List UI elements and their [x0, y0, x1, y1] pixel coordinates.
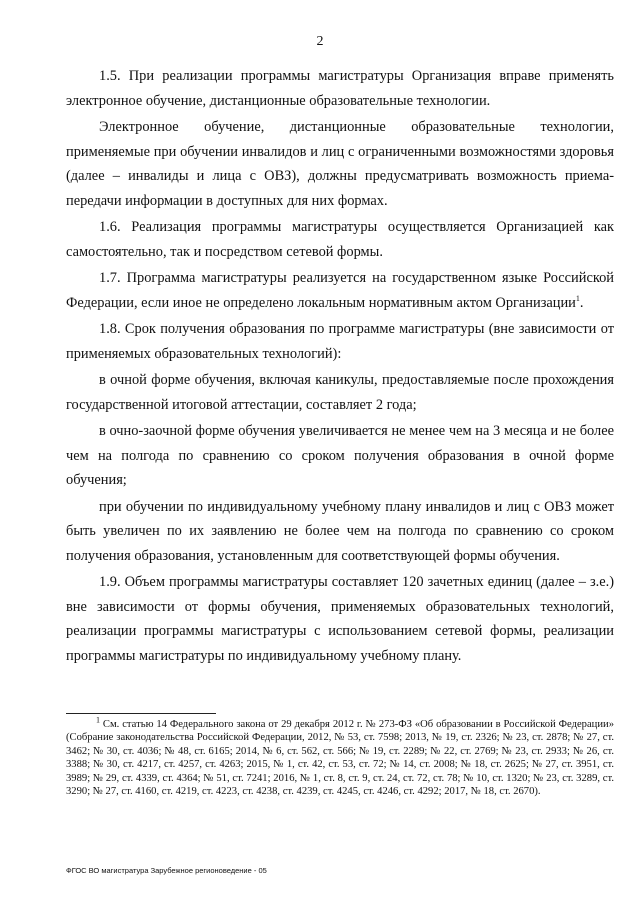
paragraph-1-7: 1.7. Программа магистратуры реализуется на государственном языке Российской Федерации, если иное не определено локальным нормативным актом Организации$^1$. — [66, 270, 614, 311]
document-body — [66, 64, 614, 670]
paragraph-full-time: в очной форме обучения, включая каникулы, предоставляемые после прохождения государственной итоговой аттестации, составляет 2 года; — [66, 372, 614, 413]
paragraph-1-9: 1.9. Объем программы магистратуры составляет 120 зачетных единиц (далее – з.е.) вне зависимости от формы обучения, применяемых образовательных технологий, реализации программы магистратуры с использованием сетевой формы, реализации программы магистратуры по индивидуальному учебному плану. — [66, 574, 614, 664]
footnote-text: См. статью 14 Федерального закона от 29 декабря 2012 г. № 273-ФЗ «Об образовании в Российской Федерации» (Собрание законодательства Российской Федерации, 2012, № 53, ст. 7598; 2013, № 19, ст. 2326; № 23, ст. 2878; № 27, ст. 3462; № 30, ст. 4036; № 48, ст. 6165; 2014, № 6, ст. 562, ст. 566; № 19, ст. 2289; № 22, ст. 2769; № 23, ст. 2933; № 26, ст. 3388; № 30, ст. 4217, ст. 4257, ст. 4263; 2015, № 1, ст. 42, ст. 53, ст. 72; № 14, ст. 2008; № 18, ст. 2625; № 27, ст. 3951, ст. 3989; № 29, ст. 4339, ст. 4364; № 51, ст. 7241; 2016, № 1, ст. 8, ст. 9, ст. 24, ст. 72, ст. 78; № 10, ст. 1320; № 23, ст. 3289, ст. 3290; № 27, ст. 4160, ст. 4219, ст. 4223, ст. 4238, ст. 4239, ст. 4245, ст. 4246, ст. 4292; 2017, № 18, ст. 2670). — [66, 719, 614, 798]
page-number: 2 — [316, 34, 324, 49]
page-footer: ФГОС ВО магистратура Зарубежное регионоведение - 05 — [66, 866, 267, 875]
paragraph-1-8: 1.8. Срок получения образования по программе магистратуры (вне зависимости от применяемых образовательных технологий): — [66, 321, 614, 362]
paragraph-elearning-ovz: Электронное обучение, дистанционные образовательные технологии, применяемые при обучении инвалидов и лиц с ограниченными возможностями здоровья (далее – инвалиды и лица с ОВЗ), должны предусматривать возможность приема-передачи информации в доступных для них формах. — [66, 119, 614, 209]
paragraph-1-6: 1.6. Реализация программы магистратуры осуществляется Организацией как самостоятельно, так и посредством сетевой формы. — [66, 219, 614, 260]
paragraph-1-7-text: 1.7. Программа магистратуры реализуется на государственном языке Российской Федерации, если иное не определено локальным нормативным актом Организации — [66, 270, 614, 311]
footnote — [66, 715, 614, 798]
paragraph-1-5: 1.5. При реализации программы магистратуры Организация вправе применять электронное обучение, дистанционные образовательные технологии. — [66, 68, 614, 109]
footnote-marker: 1 — [96, 715, 100, 725]
footnote-reference[interactable]: 1 — [575, 293, 580, 303]
paragraph-part-time: в очно-заочной форме обучения увеличивается не менее чем на 3 месяца и не более чем на полгода по сравнению со сроком получения образования в очной форме обучения; — [66, 423, 614, 488]
paragraph-individual-plan: при обучении по индивидуальному учебному плану инвалидов и лиц с ОВЗ может быть увеличен по их заявлению не более чем на полгода по сравнению со сроком получения образования, установленным для соответствующей формы обучения. — [66, 498, 614, 564]
footnote-divider — [66, 713, 216, 714]
